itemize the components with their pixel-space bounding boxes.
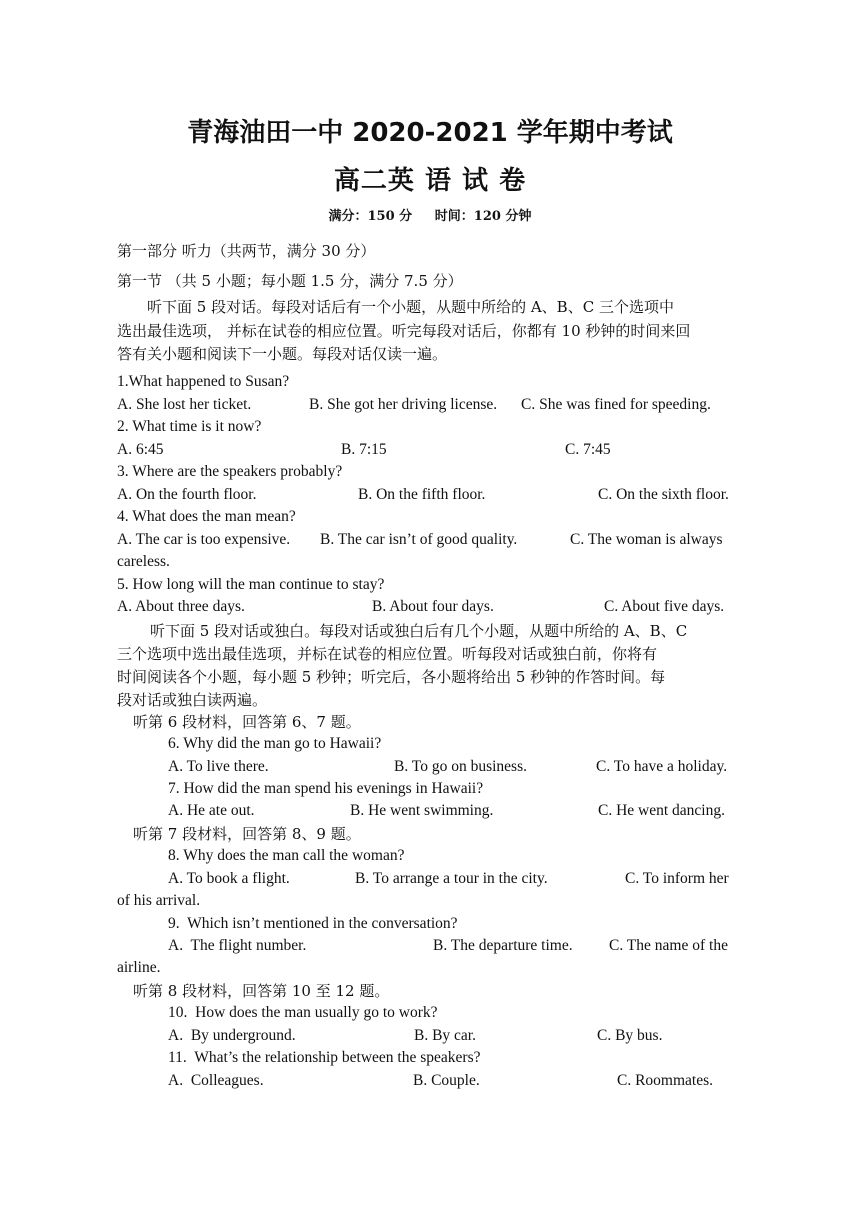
option-c-continued: airline. bbox=[117, 959, 161, 976]
option-b: B. The car isn’t of good quality. bbox=[320, 531, 518, 548]
option-a: A. Colleagues. bbox=[168, 1072, 264, 1089]
option-c: C. To have a holiday. bbox=[596, 758, 728, 775]
option-b: B. She got her driving license. bbox=[309, 396, 498, 413]
option-c: C. She was fined for speeding. bbox=[521, 396, 711, 413]
material-label: 听第 7 段材料，回答第 8、9 题。 bbox=[133, 825, 361, 843]
question-stem: 4. What does the man mean? bbox=[117, 508, 296, 525]
exam-meta: 满分：150 分 时间：120 分钟 bbox=[328, 209, 532, 224]
option-a: A. The car is too expensive. bbox=[117, 531, 291, 548]
option-b: B. About four days. bbox=[372, 598, 494, 615]
material-label: 听第 6 段材料，回答第 6、7 题。 bbox=[133, 713, 361, 731]
option-a: A. On the fourth floor. bbox=[117, 486, 257, 503]
material-label: 听第 8 段材料，回答第 10 至 12 题。 bbox=[133, 982, 390, 1000]
option-a: A. By underground. bbox=[168, 1027, 296, 1044]
instructions-line: 听下面 5 段对话或独白。每段对话或独白后有几个小题，从题中所给的 A、B、C bbox=[150, 622, 688, 640]
instructions-line: 听下面 5 段对话。每段对话后有一个小题，从题中所给的 A、B、C 三个选项中 bbox=[147, 298, 674, 316]
question-stem: 6. Why did the man go to Hawaii? bbox=[168, 735, 382, 752]
question-stem: 8. Why does the man call the woman? bbox=[168, 847, 405, 864]
question-stem: 2. What time is it now? bbox=[117, 418, 262, 435]
option-c: C. The name of the bbox=[609, 937, 728, 954]
option-c: C. Roommates. bbox=[617, 1072, 714, 1089]
option-c: C. He went dancing. bbox=[598, 802, 725, 819]
option-b: B. To arrange a tour in the city. bbox=[355, 870, 548, 887]
question-stem: 5. How long will the man continue to stay? bbox=[117, 576, 385, 593]
instructions-line: 时间阅读各个小题，每小题 5 秒钟；听完后，各小题将给出 5 秒钟的作答时间。每 bbox=[117, 668, 666, 686]
page-subtitle: 高二英 语 试 卷 bbox=[333, 166, 527, 196]
section-heading: 第一节 （共 5 小题；每小题 1.5 分，满分 7.5 分） bbox=[117, 272, 463, 290]
option-c: C. 7:45 bbox=[565, 441, 611, 458]
question-stem: 1.What happened to Susan? bbox=[117, 373, 290, 390]
option-c: C. To inform her bbox=[625, 870, 729, 887]
option-a: A. He ate out. bbox=[168, 802, 255, 819]
page-title: 青海油田一中 2020-2021 学年期中考试 bbox=[187, 118, 673, 148]
question-stem: 11. What’s the relationship between the speakers? bbox=[168, 1049, 481, 1066]
option-c-continued: careless. bbox=[117, 553, 170, 570]
instructions-line: 段对话或独白读两遍。 bbox=[117, 691, 268, 709]
option-a: A. The flight number. bbox=[168, 937, 307, 954]
option-c: C. About five days. bbox=[604, 598, 725, 615]
instructions-line: 三个选项中选出最佳选项，并标在试卷的相应位置。听每段对话或独白前，你将有 bbox=[117, 645, 658, 663]
question-stem: 10. How does the man usually go to work? bbox=[168, 1004, 438, 1021]
option-a: A. She lost her ticket. bbox=[117, 396, 252, 413]
option-a: A. To live there. bbox=[168, 758, 269, 775]
option-b: B. By car. bbox=[414, 1027, 476, 1044]
option-a: A. To book a flight. bbox=[168, 870, 290, 887]
part-heading: 第一部分 听力（共两节，满分 30 分） bbox=[117, 242, 376, 260]
question-stem: 7. How did the man spend his evenings in Hawaii? bbox=[168, 780, 484, 797]
option-a: A. About three days. bbox=[117, 598, 245, 615]
option-a: A. 6:45 bbox=[117, 441, 164, 458]
option-c: C. By bus. bbox=[597, 1027, 663, 1044]
option-b: B. The departure time. bbox=[433, 937, 573, 954]
instructions-line: 答有关小题和阅读下一小题。每段对话仅读一遍。 bbox=[117, 345, 448, 363]
option-b: B. To go on business. bbox=[394, 758, 527, 775]
option-b: B. Couple. bbox=[413, 1072, 480, 1089]
question-stem: 3. Where are the speakers probably? bbox=[117, 463, 343, 480]
option-c-continued: of his arrival. bbox=[117, 892, 201, 909]
option-c: C. On the sixth floor. bbox=[598, 486, 729, 503]
option-b: B. 7:15 bbox=[341, 441, 387, 458]
option-c: C. The woman is always bbox=[570, 531, 723, 548]
option-b: B. On the fifth floor. bbox=[358, 486, 486, 503]
instructions-line: 选出最佳选项， 并标在试卷的相应位置。听完每段对话后，你都有 10 秒钟的时间来回 bbox=[117, 322, 691, 340]
question-stem: 9. Which isn’t mentioned in the conversation? bbox=[168, 915, 458, 932]
option-b: B. He went swimming. bbox=[350, 802, 494, 819]
